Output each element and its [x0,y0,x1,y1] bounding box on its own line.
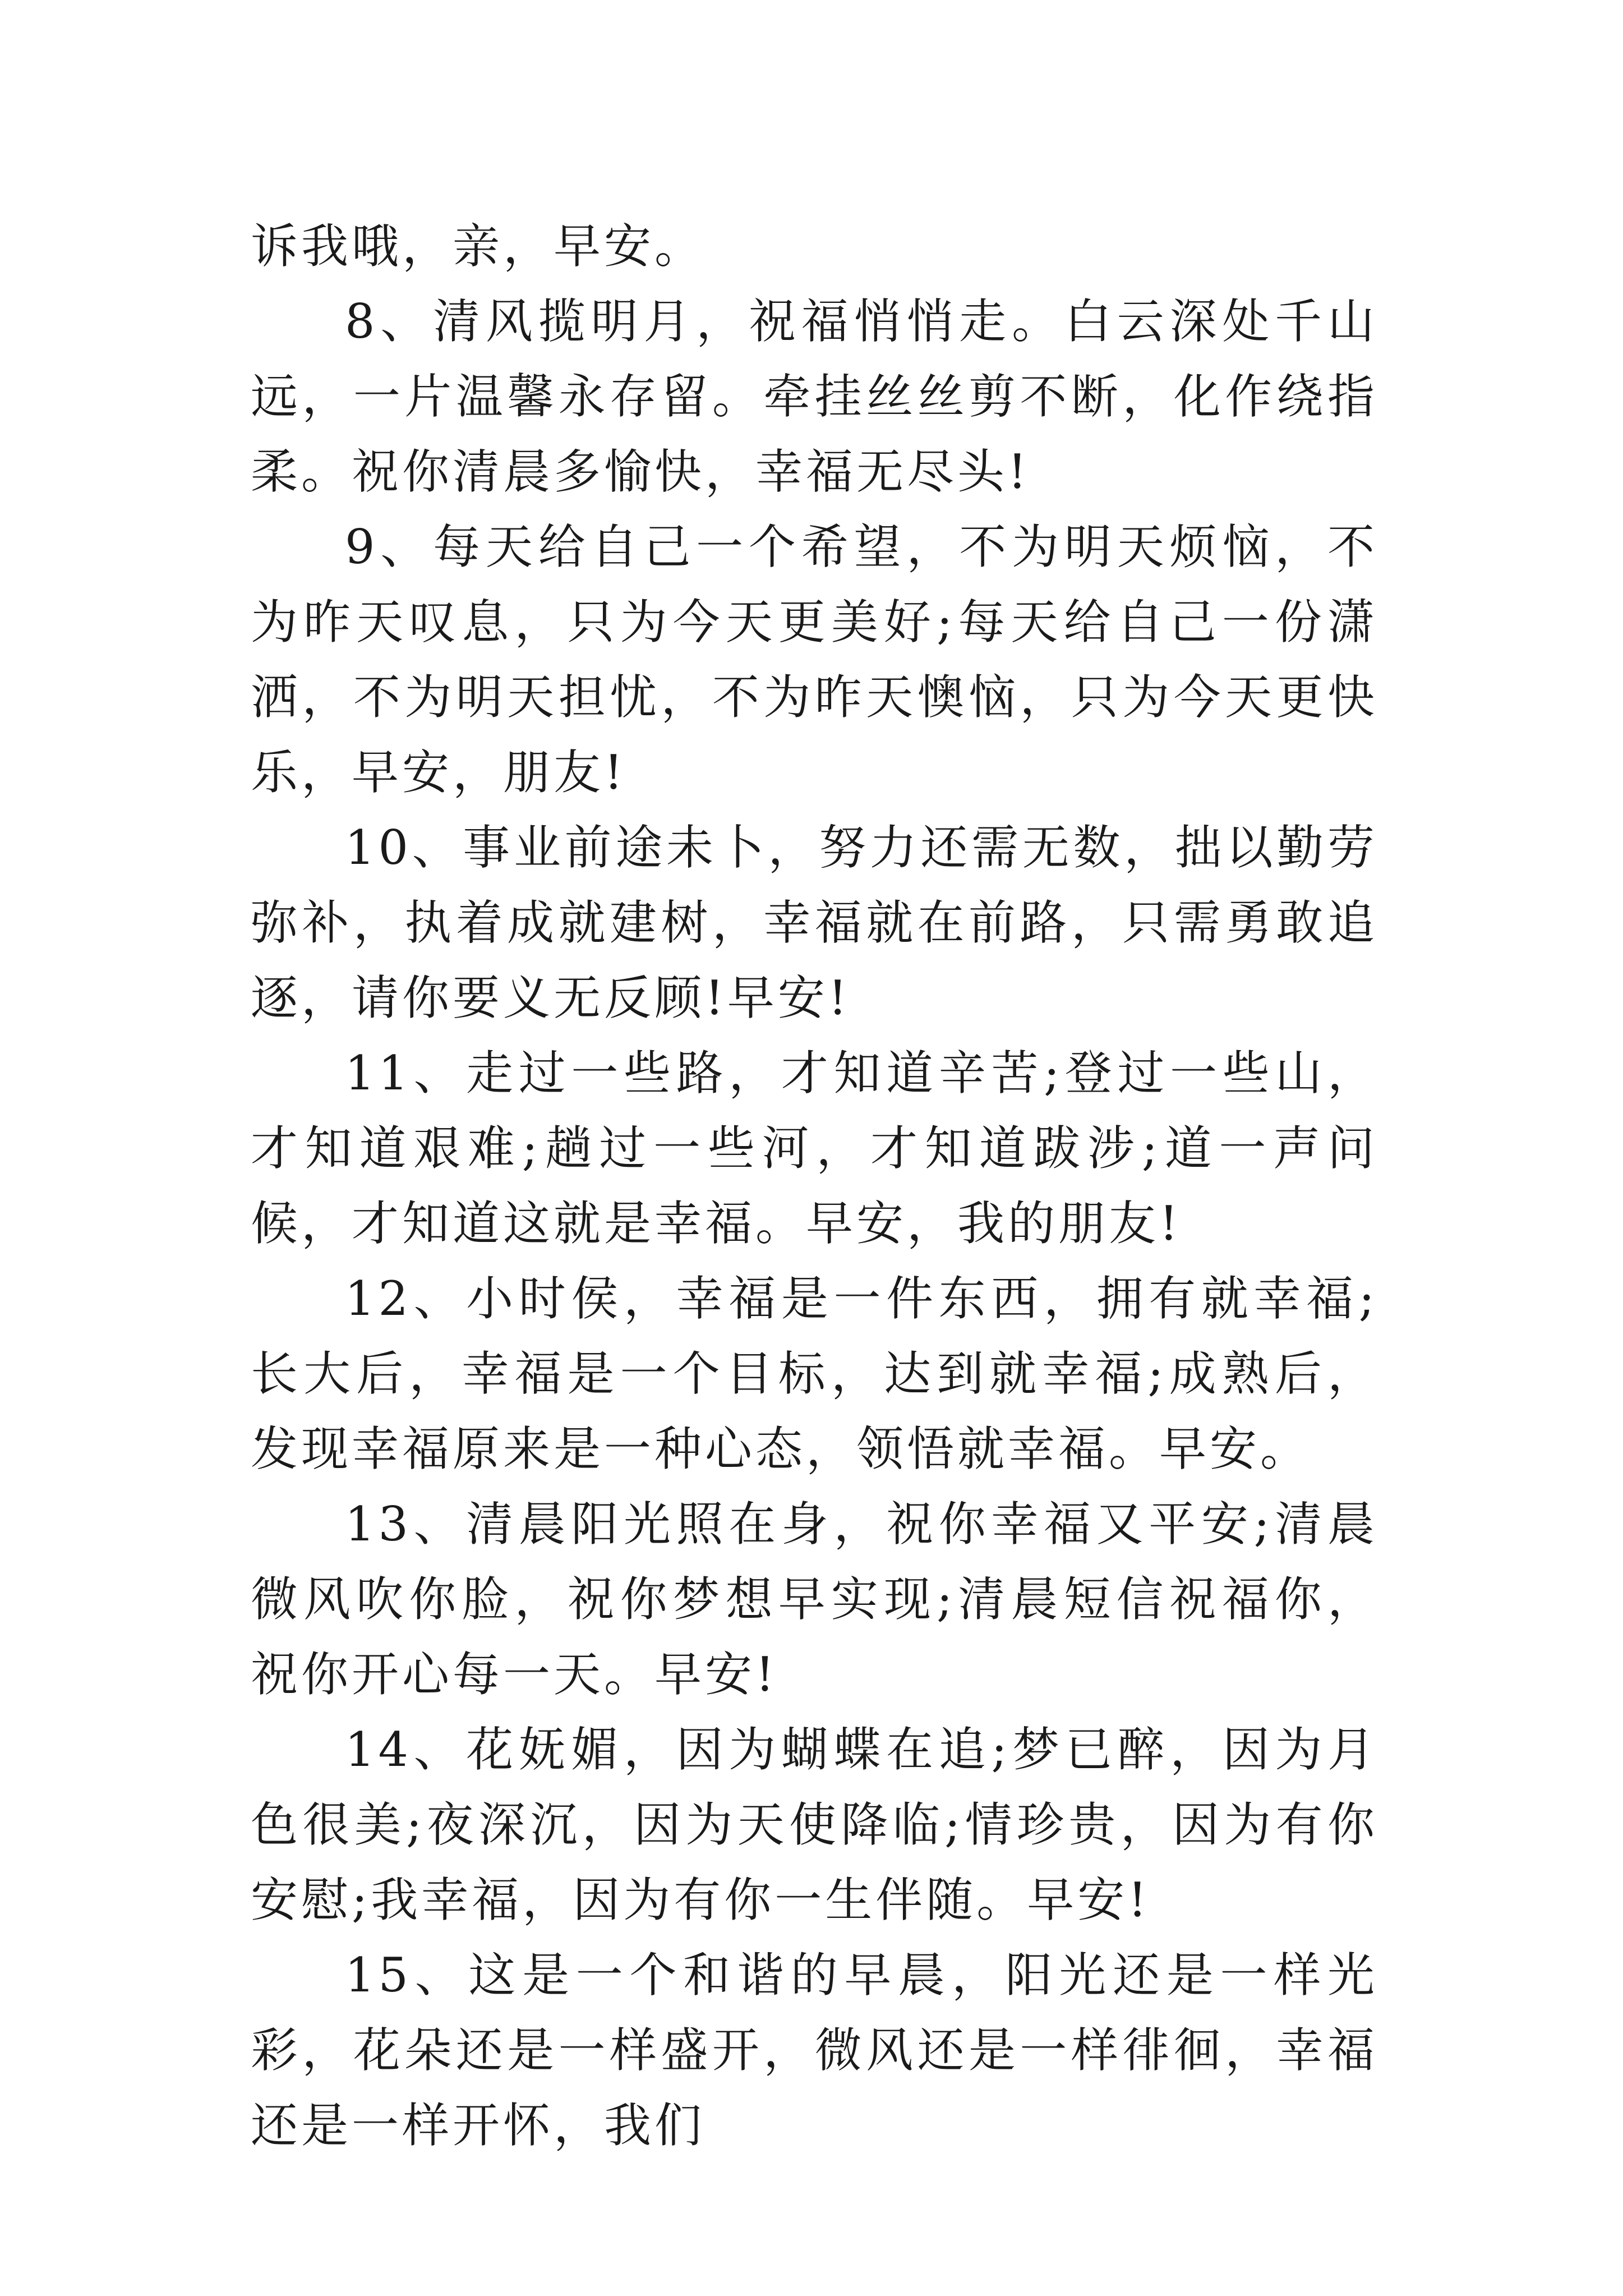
document-body [251,209,1378,2163]
paragraph-continuation: 诉我哦，亲，早安。 [251,219,706,274]
paragraph-item-12: 12、小时侯，幸福是一件东西，拥有就幸福;长大后，幸福是一个目标，达到就幸福;成熟后，发现幸福原来是一种心态，领悟就幸福。早安。 [251,1271,1378,1476]
paragraph-item-8: 8、清风揽明月，祝福悄悄走。白云深处千山远，一片温馨永存留。牵挂丝丝剪不断，化作绕指柔。祝你清晨多愉快，幸福无尽头! [251,294,1378,499]
paragraph-item-13: 13、清晨阳光照在身，祝你幸福又平安;清晨微风吹你脸，祝你梦想早实现;清晨短信祝福你，祝你开心每一天。早安! [251,1497,1378,1702]
paragraph-item-9: 9、每天给自己一个希望，不为明天烦恼，不为昨天叹息，只为今天更美好;每天给自己一份潇洒，不为明天担忧，不为昨天懊恼，只为今天更快乐，早安，朋友! [251,519,1378,800]
paragraph-item-14: 14、花妩媚，因为蝴蝶在追;梦已醉，因为月色很美;夜深沉，因为天使降临;情珍贵，因为有你安慰;我幸福，因为有你一生伴随。早安! [251,1722,1378,1927]
paragraph-item-11: 11、走过一些路，才知道辛苦;登过一些山，才知道艰难;趟过一些河，才知道跋涉;道一声问候，才知道这就是幸福。早安，我的朋友! [251,1046,1378,1251]
paragraph-item-15: 15、这是一个和谐的早晨，阳光还是一样光彩，花朵还是一样盛开，微风还是一样徘徊，幸福还是一样开怀，我们 [251,1948,1378,2153]
paragraph-item-10: 10、事业前途未卜，努力还需无数，拙以勤劳弥补，执着成就建树，幸福就在前路，只需勇敢追逐，请你要义无反顾!早安! [251,820,1378,1025]
